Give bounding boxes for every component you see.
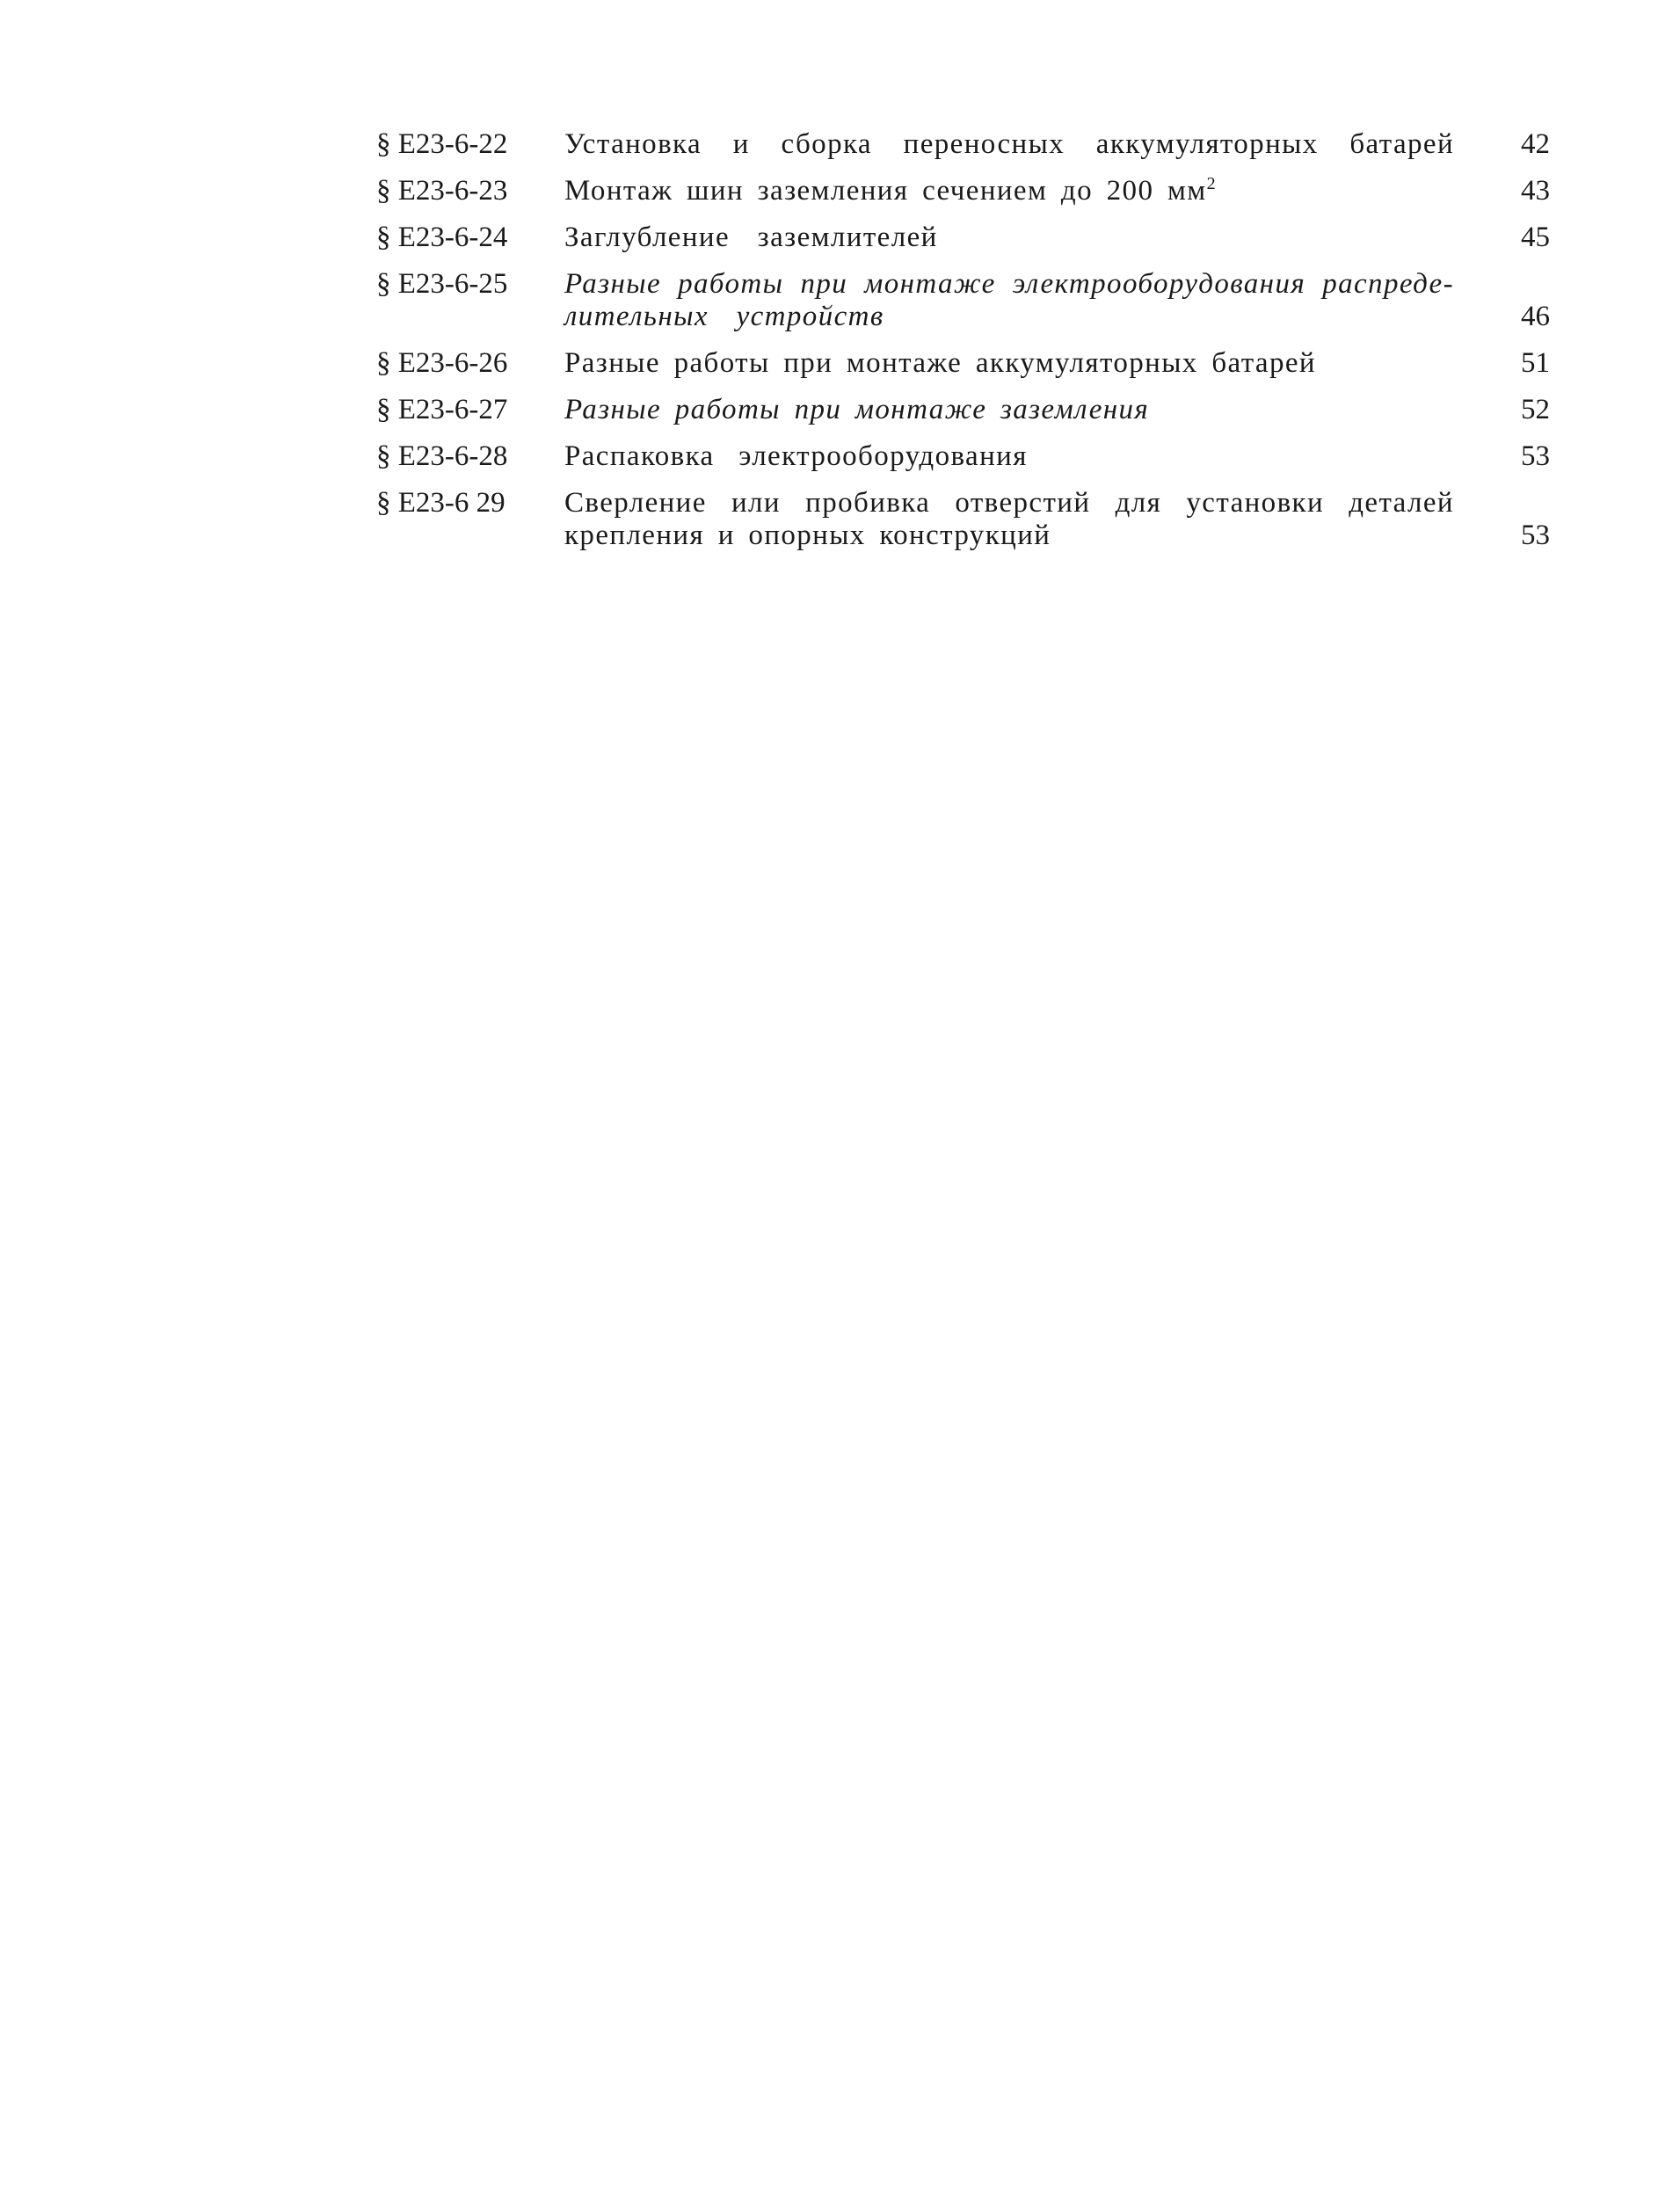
superscript: 2 — [1206, 174, 1217, 193]
section-code: § Е23-6-22 — [376, 128, 508, 160]
toc-entry — [376, 487, 1550, 552]
section-title-line: Разные работы при монтаже электрооборудования распреде- — [564, 268, 1454, 300]
page-number: 43 — [1521, 175, 1550, 207]
section-title-line: Сверление или пробивка отверстий для установки деталей — [564, 487, 1454, 519]
section-title-line — [564, 175, 1454, 207]
section-title-line: Разные работы при монтаже заземления — [564, 394, 1150, 425]
section-title — [564, 128, 1454, 161]
page-number: 53 — [1521, 440, 1550, 472]
section-title — [564, 347, 1454, 380]
section-title-text: Монтаж шин заземления сечением до 200 мм — [564, 175, 1207, 207]
page-number: 52 — [1521, 394, 1550, 425]
toc-entry — [376, 128, 1550, 161]
section-title — [564, 268, 1454, 333]
section-title-line: лительных устройств — [564, 301, 884, 332]
section-title-line: Заглубление заземлителей — [564, 222, 938, 253]
page-number: 46 — [1521, 301, 1550, 332]
section-code: § Е23-6-24 — [376, 222, 508, 253]
section-title — [564, 175, 1454, 207]
section-title-line: крепления и опорных конструкций — [564, 520, 1051, 551]
section-code: § Е23-6-26 — [376, 347, 508, 379]
toc-entry — [376, 394, 1550, 426]
toc-entry — [376, 222, 1550, 254]
toc-entry — [376, 268, 1550, 333]
section-code: § Е23-6-27 — [376, 394, 508, 425]
table-of-contents — [376, 128, 1550, 566]
section-code: § Е23-6-28 — [376, 440, 508, 472]
page-number: 45 — [1521, 222, 1550, 253]
section-title — [564, 440, 1454, 473]
section-title — [564, 394, 1454, 426]
section-title-line: Установка и сборка переносных аккумуляторных батарей — [564, 128, 1454, 160]
section-title-line: Разные работы при монтаже аккумуляторных батарей — [564, 347, 1316, 379]
page-number: 42 — [1521, 128, 1550, 160]
toc-entry — [376, 440, 1550, 473]
section-title — [564, 222, 1454, 254]
page-number: 53 — [1521, 520, 1550, 551]
section-title-line: Распаковка электрооборудования — [564, 440, 1028, 472]
section-code: § Е23-6-23 — [376, 175, 508, 207]
section-code: § Е23-6 29 — [376, 487, 505, 519]
section-code: § Е23-6-25 — [376, 268, 508, 300]
page-number: 51 — [1521, 347, 1550, 379]
toc-entry — [376, 347, 1550, 380]
section-title — [564, 487, 1454, 552]
toc-entry — [376, 175, 1550, 207]
